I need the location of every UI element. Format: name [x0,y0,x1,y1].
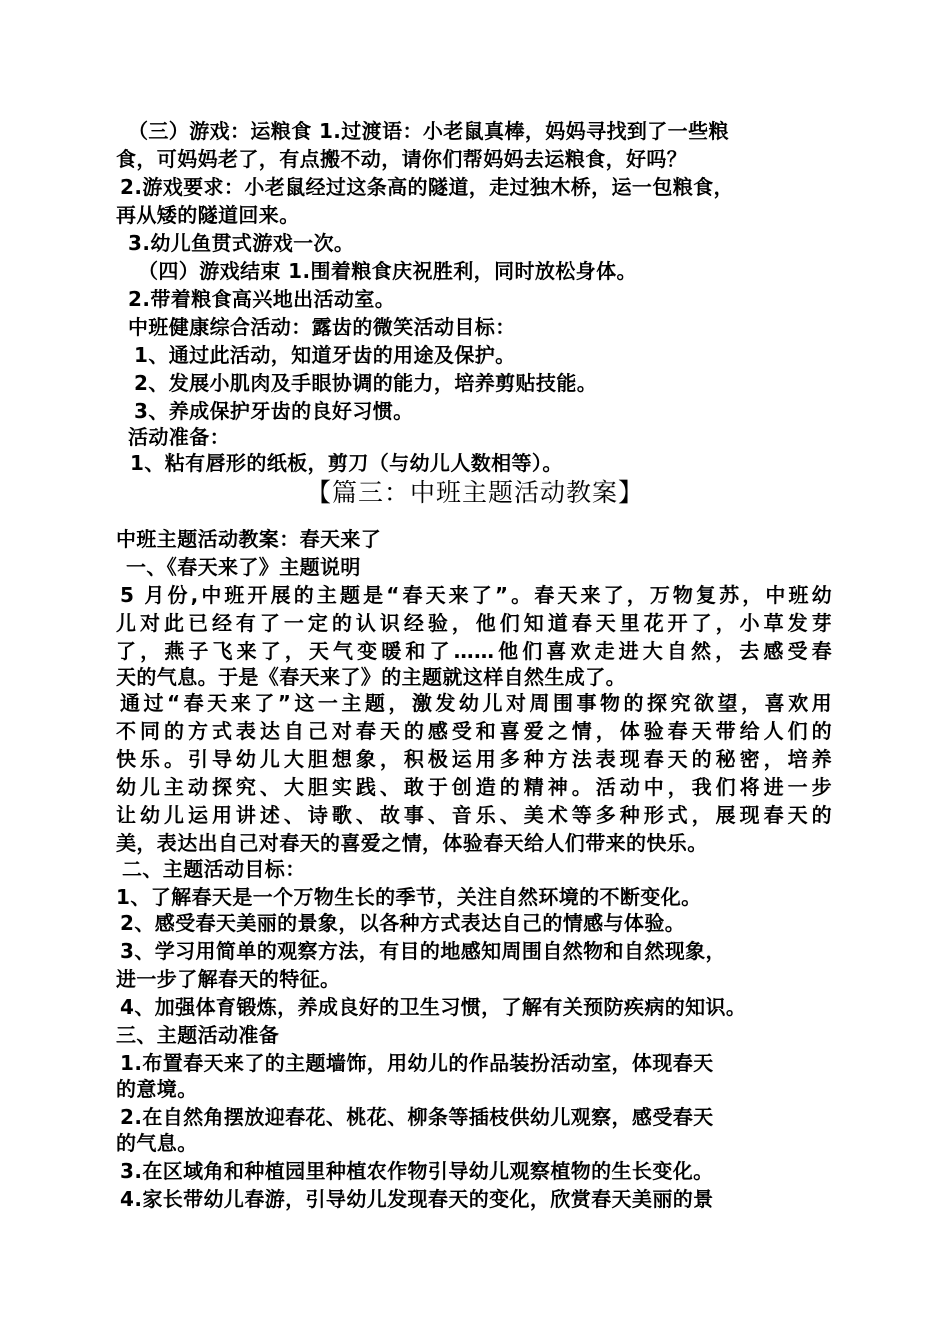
text-line: 活动准备： [128,425,230,449]
text-line: 3.在区域角和种植园里种植农作物引导幼儿观察植物的生长变化。 [120,1159,714,1183]
text-line: 5 月份,中班开展的主题是“春天来了”。春天来了，万物复苏，中班幼 [120,583,832,607]
text-line: 进一步了解春天的特征。 [116,967,341,991]
text-line: 一、《春天来了》主题说明 [126,555,361,579]
text-line: 1.布置春天来了的主题墙饰，用幼儿的作品装扮活动室，体现春天 [120,1051,714,1075]
text-line: 食，可妈妈老了，有点搬不动，请你们帮妈妈去运粮食，好吗？ [116,147,688,171]
text-line: 3.幼儿鱼贯式游戏一次。 [128,231,355,255]
text-line: 中班主题活动教案：春天来了 [116,527,382,551]
text-line: 通过“春天来了”这一主题，激发幼儿对周围事物的探究欲望，喜欢用 [120,691,832,715]
text-line: 3、学习用简单的观察方法，有目的地感知周围自然物和自然现象， [120,939,726,963]
text-line: 2.在自然角摆放迎春花、桃花、柳条等插枝供幼儿观察，感受春天 [120,1105,714,1129]
text-line: 2.带着粮食高兴地出活动室。 [128,287,396,311]
section-heading: 【篇三：中班主题活动教案】 [305,478,644,507]
text-line: 的意境。 [116,1077,198,1101]
text-line: 儿对此已经有了一定的认识经验，他们知道春天里花开了，小草发芽 [116,611,832,635]
text-line: 中班健康综合活动：露齿的微笑活动目标： [128,315,516,339]
text-line: （四）游戏结束 1.围着粮食庆祝胜利，同时放松身体。 [138,259,637,283]
text-line: 4.家长带幼儿春游，引导幼儿发现春天的变化，欣赏春天美丽的景 [120,1187,714,1211]
text-line: 2、发展小肌肉及手眼协调的能力，培养剪贴技能。 [134,371,598,395]
text-line: 的气息。 [116,1131,198,1155]
text-line: 1、粘有唇形的纸板，剪刀（与幼儿人数相等）。 [130,451,563,475]
text-line: （三）游戏：运粮食 1.过渡语：小老鼠真棒，妈妈寻找到了一些粮 [128,119,729,143]
text-line: 了，燕子飞来了，天气变暖和了……他们喜欢走进大自然，去感受春 [116,639,832,663]
text-line: 二、主题活动目标： [122,857,306,881]
text-line: 让幼儿运用讲述、诗歌、故事、音乐、美术等多种形式，展现春天的 [116,803,832,827]
text-line: 再从矮的隧道回来。 [116,203,300,227]
text-line: 幼儿主动探究、大胆实践、敢于创造的精神。活动中，我们将进一步 [116,775,832,799]
text-line: 2.游戏要求：小老鼠经过这条高的隧道，走过独木桥，运一包粮食， [120,175,734,199]
text-line: 1、通过此活动，知道牙齿的用途及保护。 [134,343,516,367]
text-line: 不同的方式表达自己对春天的感受和喜爱之情，体验春天带给人们的 [116,719,832,743]
text-line: 天的气息。于是《春天来了》的主题就这样自然生成了。 [116,665,626,689]
text-line: 美，表达出自己对春天的喜爱之情，体验春天给人们带来的快乐。 [116,831,708,855]
text-line: 2、感受春天美丽的景象，以各种方式表达自己的情感与体验。 [120,911,686,935]
text-line: 4、加强体育锻炼，养成良好的卫生习惯，了解有关预防疾病的知识。 [120,995,747,1019]
text-line: 3、养成保护牙齿的良好习惯。 [134,399,414,423]
text-line: 三、主题活动准备 [116,1023,280,1047]
text-line: 快乐。引导幼儿大胆想象，积极运用多种方法表现春天的秘密，培养 [116,747,832,771]
text-line: 1、了解春天是一个万物生长的季节，关注自然环境的不断变化。 [116,885,702,909]
